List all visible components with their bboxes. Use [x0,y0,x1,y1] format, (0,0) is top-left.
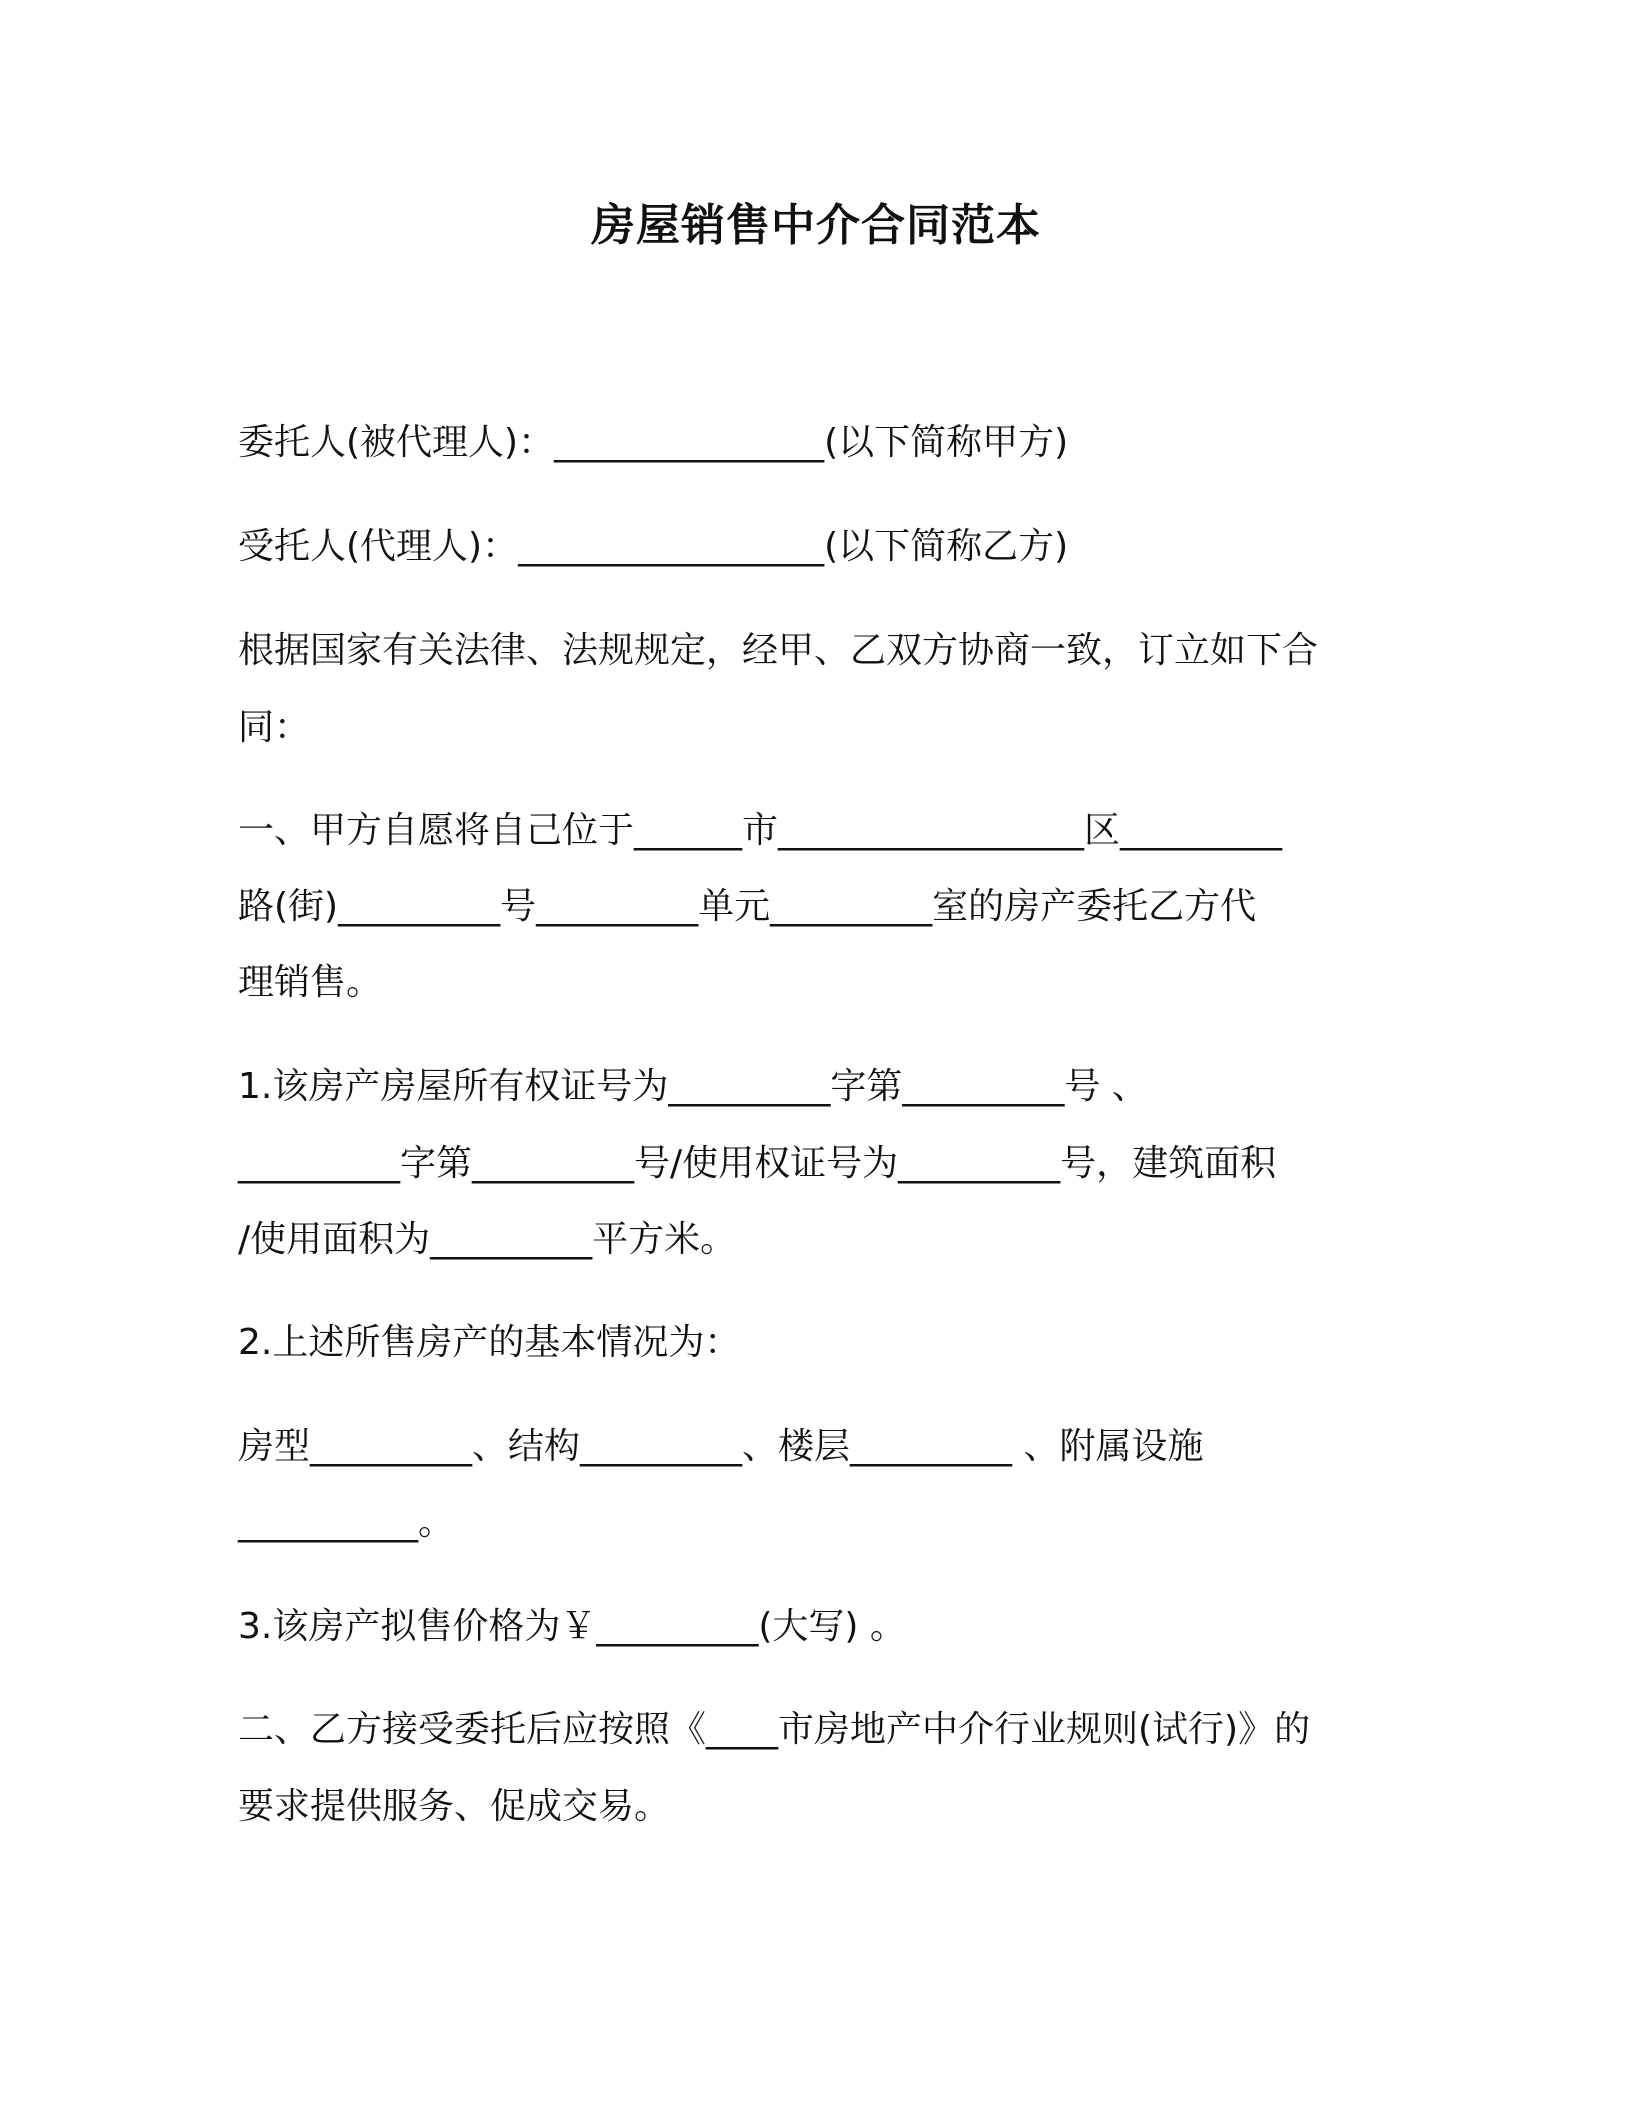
preamble-line-2: 同： [238,707,311,748]
clause-1-line-1: 一、甲方自愿将自己位于______市_________________区_________ [238,810,1283,851]
item-1-line-3: /使用面积为_________平方米。 [238,1219,737,1260]
clause-1-line-3: 理销售。 [238,962,383,1003]
item-1-line-2: _________字第_________号/使用权证号为_________号，建筑面积 [238,1143,1277,1184]
item-1-line-1: 1.该房产房屋所有权证号为_________字第_________号 、 [238,1066,1148,1107]
clause-2-line-2: 要求提供服务、促成交易。 [238,1786,671,1827]
property-details-line-2: __________。 [238,1502,455,1543]
property-details-line-1: 房型_________、结构_________、楼层_________ 、附属设施 [238,1426,1204,1467]
preamble-line-1: 根据国家有关法律、法规规定，经甲、乙双方协商一致，订立如下合 [238,630,1319,671]
clause-2-line-1: 二、乙方接受委托后应按照《____市房地产中介行业规则(试行)》的 [238,1709,1311,1750]
principal-line: 委托人(被代理人)：_______________(以下简称甲方) [238,422,1069,463]
agent-line: 受托人(代理人)：_________________(以下简称乙方) [238,526,1069,567]
clause-1-line-2: 路(街)_________号_________单元_________室的房产委托乙方代 [238,886,1257,927]
item-2-line: 2.上述所售房产的基本情况为： [238,1322,741,1363]
item-3-line: 3.该房产拟售价格为￥_________(大写) 。 [238,1606,906,1647]
document-title: 房屋销售中介合同范本 [591,200,1041,251]
